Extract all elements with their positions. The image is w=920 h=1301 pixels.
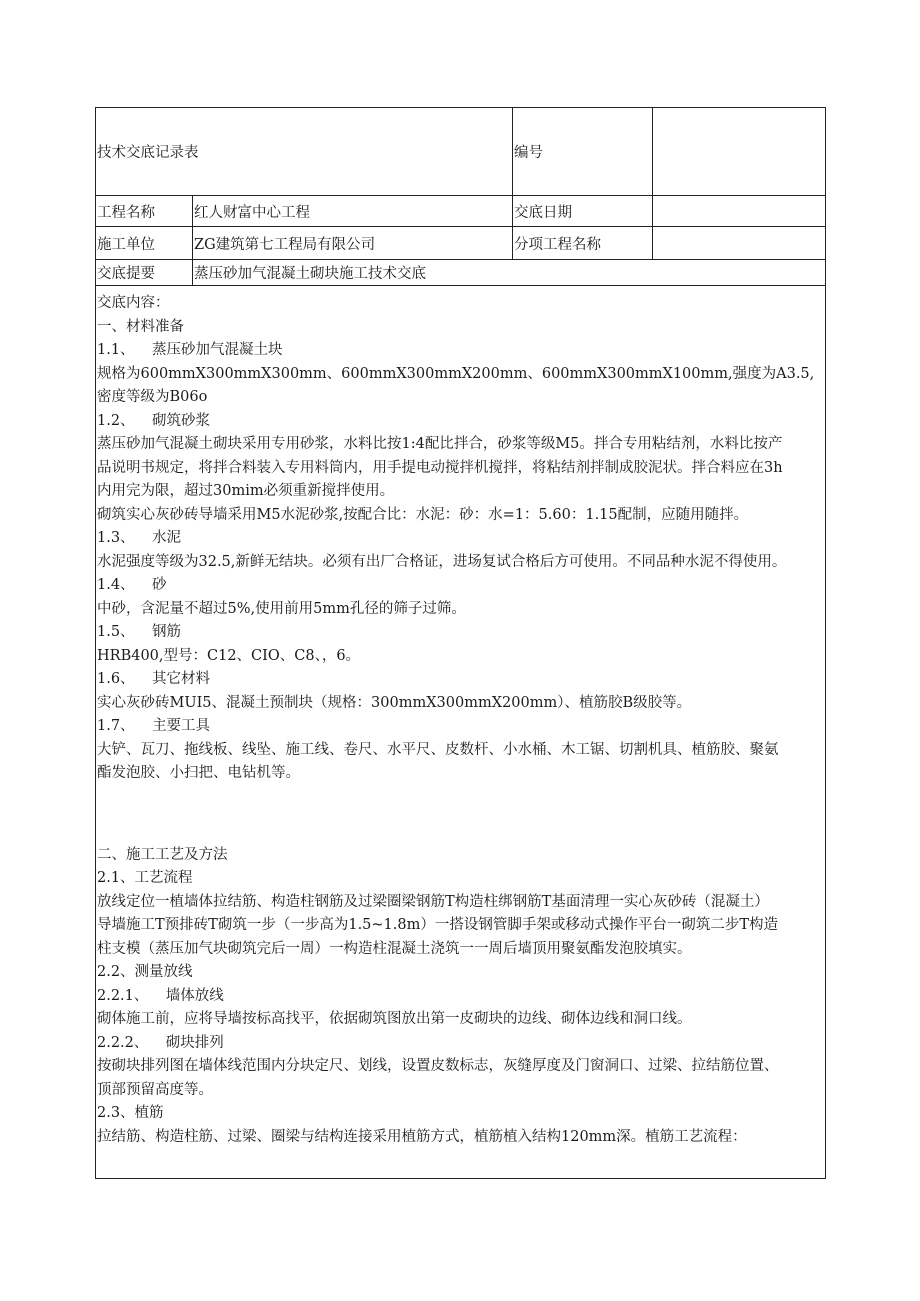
subsection-title: 钢筋 [151,624,181,640]
body-line: 柱支模（蒸压加气块砌筑完后一周）一构造柱混凝土浇筑一一周后墙顶用聚氨酯发泡胶填实。 [97,940,692,957]
subsection-title: 水泥 [151,530,181,546]
form-title: 技术交底记录表 [97,145,199,161]
project-name-label: 工程名称 [97,204,155,221]
subsection-heading: 2.2、测量放线 [97,964,193,980]
subsection-number: 1.3、 [97,530,135,546]
project-row [96,196,825,227]
body-line: 大铲、瓦刀、拖线板、线坠、施工线、卷尺、水平尺、皮数杆、小水桶、木工锯、切割机具、植筋胶、聚氨 [97,741,779,758]
body-line: 水泥强度等级为32.5,新鲜无结块。必须有出厂合格证，进场复试合格后方可使用。不同品种水泥不得使用。 [97,553,787,570]
subsection-title: 砂 [151,577,167,593]
subsection-number: 1.4、 [97,577,135,593]
header-row [96,108,825,196]
subsection-title: 其它材料 [151,671,210,687]
subsection-title: 砌筑砂浆 [151,412,210,429]
number-label: 编号 [512,108,652,195]
unit-label: 施工单位 [97,236,155,253]
subsection-number: 1.6、 [97,671,135,687]
body-line: 密度等级为B06o [97,389,208,405]
body-line: 品说明书规定，将拌合料装入专用料筒内，用手提电动搅拌机搅拌，将粘结剂拌制成胶泥状。拌合料应在3h [97,459,783,476]
subsection-title: 蒸压砂加气混凝土块 [151,342,283,358]
subsection-number: 1.7、 [97,718,135,734]
sub-project-value [652,227,825,259]
number-value [652,108,825,195]
section-heading: 二、施工工艺及方法 [97,846,228,863]
subsection-heading: 2.3、植筋 [97,1105,164,1121]
summary-row [96,260,825,286]
summary-value: 蒸压砂加气混凝土砌块施工技术交底 [192,260,825,285]
subsection-heading [97,715,825,739]
subsection-heading [97,668,825,692]
subsection-number: 1.5、 [97,624,135,640]
body-line: 按砌块排列图在墙体线范围内分块定尺、划线，设置皮数标志，灰缝厚度及门窗洞口、过梁、拉结筋位置、 [97,1058,779,1074]
unit-value: ZG建筑第七工程局有限公司 [192,227,512,259]
body-line: 蒸压砂加气混凝土砌块采用专用砂浆，水料比按1:4配比拌合，砂浆等级M5。拌合专用粘结剂，水料比按产 [97,436,783,452]
body-line: 砌体施工前，应将导墙按标高找平，依据砌筑图放出第一皮砌块的边线、砌体边线和洞口线。 [97,1011,692,1027]
subsection-number: 2.2.2、 [97,1034,149,1051]
subsection-title: 主要工具 [151,718,210,734]
sub-project-label: 分项工程名称 [512,227,652,259]
project-name-value: 红人财富中心工程 [192,196,512,226]
summary-label: 交底提要 [97,266,155,282]
section-heading: 一、材料准备 [97,318,184,335]
subsection-title: 墙体放线 [165,987,224,1004]
subsection-title: 砌块排列 [165,1034,224,1051]
subsection-number: 1.1、 [97,342,135,358]
spacer [97,786,825,844]
tech-briefing-form [95,107,826,1179]
subsection-heading [97,410,825,434]
subsection-heading [97,621,825,645]
subsection-heading [97,527,825,551]
body-line: 中砂，含泥量不超过5%,使用前用5mm孔径的筛子过筛。 [97,600,466,617]
body-line: 放线定位一植墙体拉结筋、构造柱钢筋及过梁圈梁钢筋T构造柱绑钢筋T基面清理一实心灰砂砖（混凝土） [97,893,769,910]
body-line: 实心灰砂砖MUI5、混凝土预制块（规格：300mmX300mmX200mm）、植筋胶B级胶等。 [97,694,692,711]
body-line: 内用完为限，超过30mim必须重新搅拌使用。 [97,483,395,499]
subsection-heading [97,1032,825,1056]
body-line: 拉结筋、构造柱筋、过梁、圈梁与结构连接采用植筋方式，植筋植入结构120mm深。植筋工艺流程： [97,1128,747,1145]
body-line: HRB400,型号：C12、CIO、C8、，6。 [97,647,361,664]
subsection-heading [97,339,825,363]
subsection-number: 1.2、 [97,412,135,429]
unit-row [96,227,825,260]
body-line: 砌筑实心灰砂砖导墙采用M5水泥砂浆,按配合比：水泥：砂：水=1：5.60：1.15配制，应随用随拌。 [97,506,749,523]
subsection-heading [97,985,825,1009]
subsection-heading: 2.1、工艺流程 [97,870,193,886]
body-line: 规格为600mmX300mmX300mm、600mmX300mmX200mm、600mmX300mmX100mm,强度为A3.5, [97,365,815,382]
subsection-heading [97,574,825,598]
body-line: 导墙施工T预排砖T砌筑一步（一步高为1.5~1.8m）一搭设钢管脚手架或移动式操作平台一砌筑二步T构造 [97,917,779,933]
body-line: 酯发泡胶、小扫把、电钻机等。 [97,765,300,781]
date-value [652,196,825,226]
date-label: 交底日期 [512,196,652,226]
body-line: 顶部预留高度等。 [97,1081,213,1098]
content-heading: 交底内容： [97,295,170,311]
briefing-content [96,286,825,1178]
subsection-number: 2.2.1、 [97,987,149,1004]
